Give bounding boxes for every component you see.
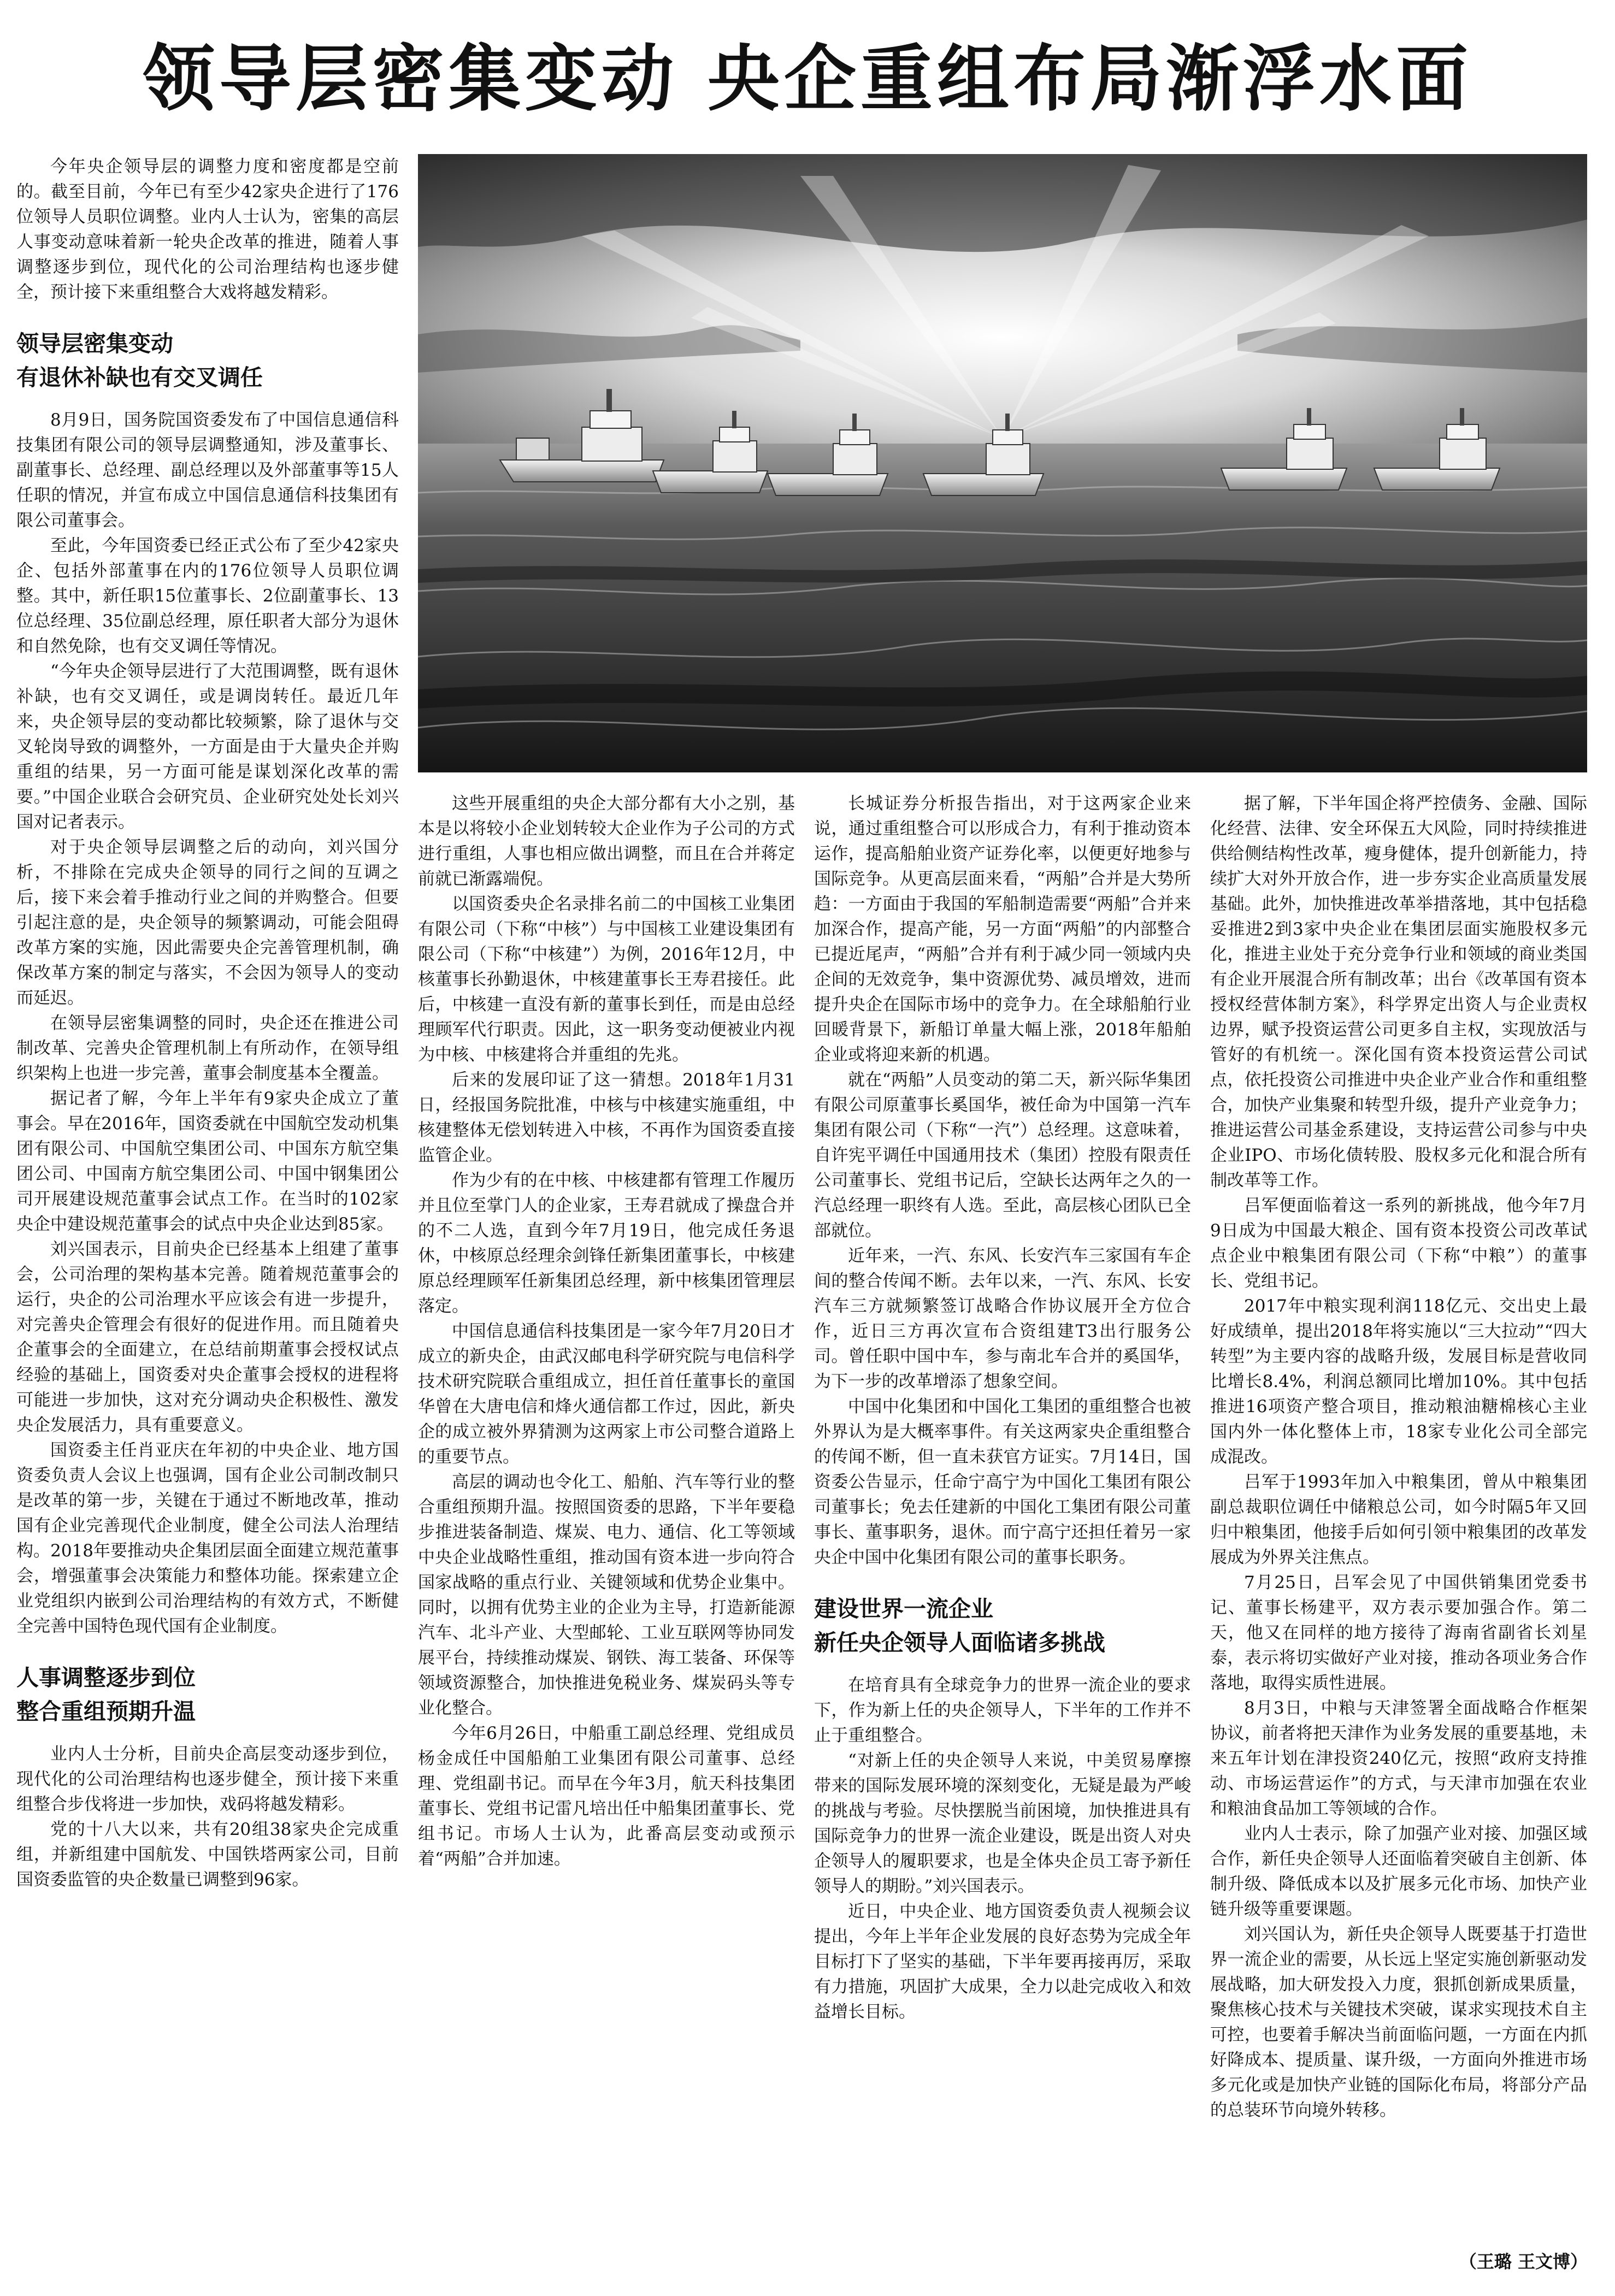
body-paragraph: 至此，今年国资委已经正式公布了至少42家央企、包括外部董事在内的176位领导人员职位调整。其中，新任职15位董事长、2位副董事长、13位总经理、35位副总经理，原任职者大部分为退休和自然免除，也有交叉调任等情况。: [16, 536, 399, 656]
page-headline: 领导层密集变动 央企重组布局渐浮水面: [143, 37, 1472, 121]
section-3-title: [814, 1592, 1191, 1660]
section-2-title-line-1: 人事调整逐步到位: [16, 1665, 196, 1691]
body-paragraph: 高层的调动也令化工、船舶、汽车等行业的整合重组预期升温。按照国资委的思路，下半年要稳步推进装备制造、煤炭、电力、通信、化工等领域中央企业战略性重组，推动国有资本进一步向符合国家战略的重点行业、关键领域和优势企业集中。同时，以拥有优势主业的企业为主导，打造新能源汽车、北斗产业、大型邮轮、工业互联网等协同发展平台，持续推动煤炭、钢铁、海工装备、环保等领域资源整合，加快推进免税业务、煤炭码头等专业化整合。: [418, 1472, 795, 1718]
column-3: [814, 791, 1191, 2025]
body-paragraph: 业内人士分析，目前央企高层变动逐步到位，现代化的公司治理结构也逐步健全，预计接下来重组整合步伐将进一步加快，戏码将越发精彩。: [16, 1744, 399, 1814]
body-paragraph: 党的十八大以来，共有20组38家央企完成重组，并新组建中国航发、中国铁塔两家公司，目前国资委监管的央企数量已调整到96家。: [16, 1820, 399, 1890]
column-2: [418, 791, 795, 1872]
body-paragraph: 中国信息通信科技集团是一家今年7月20日才成立的新央企，由武汉邮电科学研究院与电信科学技术研究院联合重组成立，担任首任董事长的童国华曾在大唐电信和烽火通信都工作过，因此，新央企的成立被外界猜测为这两家上市公司整合道路上的重要节点。: [418, 1321, 795, 1467]
column-1: [16, 154, 399, 1892]
body-paragraph: 以国资委央企名录排名前二的中国核工业集团有限公司（下称“中核”）与中国核工业建设集团有限公司（下称“中核建”）为例，2016年12月，中核董事长孙勤退休，中核建董事长王寿君接任。此后，中核建一直没有新的董事长到任，而是由总经理顾军代行职责。因此，这一职务变动便被业内视为中核、中核建将合并重组的先兆。: [418, 894, 795, 1065]
body-paragraph: 在领导层密集调整的同时，央企还在推进公司制改革、完善央企管理机制上有所动作，在领导组织架构上也进一步完善，董事会制度基本全覆盖。: [16, 1013, 399, 1083]
section-1-title-line-2: 有退休补缺也有交叉调任: [16, 364, 263, 391]
body-paragraph: 中国中化集团和中国化工集团的重组整合也被外界认为是大概率事件。有关这两家央企重组整合的传闻不断，但一直未获官方证实。7月14日，国资委公告显示，任命宁高宁为中国化工集团有限公司董事长；免去任建新的中国化工集团有限公司董事长、董事职务，退休。而宁高宁还担任着另一家央企中国中化集团有限公司的董事长职务。: [814, 1397, 1191, 1567]
body-paragraph: 后来的发展印证了这一猜想。2018年1月31日，经报国务院批准，中核与中核建实施重组，中核建整体无偿划转进入中核，不再作为国资委直接监管企业。: [418, 1070, 795, 1165]
body-paragraph: 吕军便面临着这一系列的新挑战，他今年7月9日成为中国最大粮企、国有资本投资公司改革试点企业中粮集团有限公司（下称“中粮”）的董事长、党组书记。: [1210, 1196, 1587, 1291]
column-4: [1210, 791, 1587, 2123]
section-1-title: [16, 327, 399, 394]
body-paragraph: 据记者了解，今年上半年有9家央企成立了董事会。早在2016年，国资委就在中国航空发动机集团有限公司、中国航空集团公司、中国东方航空集团公司、中国南方航空集团公司、中国中钢集团公司开展建设规范董事会试点工作。在当时的102家央企中建设规范董事会的试点中央企业达到85家。: [16, 1089, 399, 1234]
byline: （王璐 王文博）: [1459, 2251, 1588, 2272]
body-paragraph: 就在“两船”人员变动的第二天，新兴际华集团有限公司原董事长奚国华，被任命为中国第一汽车集团有限公司（下称“一汽”）总经理。这意味着，自许宪平调任中国通用技术（集团）控股有限责任公司董事长、党组书记后，空缺长达两年之久的一汽总经理一职终有人选。至此，高层核心团队已全部就位。: [814, 1070, 1191, 1241]
section-3-title-line-2: 新任央企领导人面临诸多挑战: [814, 1630, 1105, 1656]
lead-paragraph: 今年央企领导层的调整力度和密度都是空前的。截至目前，今年已有至少42家央企进行了176位领导人员职位调整。业内人士认为，密集的高层人事变动意味着新一轮央企改革的推进，随着人事调整逐步到位，现代化的公司治理结构也逐步健全，预计接下来重组整合大戏将越发精彩。: [16, 157, 399, 302]
section-2-title-line-2: 整合重组预期升温: [16, 1698, 196, 1725]
body-paragraph: 8月3日，中粮与天津签署全面战略合作框架协议，前者将把天津作为业务发展的重要基地，未来五年计划在津投资240亿元，按照“政府支持推动、市场运营运作”的方式，与天津市加强在农业和粮油食品加工等领域的合作。: [1210, 1698, 1587, 1819]
section-3-title-line-1: 建设世界一流企业: [814, 1596, 993, 1622]
body-paragraph: 国资委主任肖亚庆在年初的中央企业、地方国资委负责人会议上也强调，国有企业公司制改制只是改革的第一步，关键在于通过不断地改革，推动国有企业完善现代企业制度，健全公司法人治理结构。2018年要推动央企集团层面全面建立规范董事会，增强董事会决策能力和整体功能。探索建立企业党组织内嵌到公司治理结构的有效方式，不断健全完善中国特色现代国有企业制度。: [16, 1441, 399, 1636]
body-paragraph: 据了解，下半年国企将严控债务、金融、国际化经营、法律、安全环保五大风险，同时持续推进供给侧结构性改革，瘦身健体，提升创新能力，持续扩大对外开放合作，进一步夯实企业高质量发展基础。此外，加快推进改革举措落地，其中包括稳妥推进2到3家中央企业在集团层面实施股权多元化，推进主业处于充分竞争行业和领域的商业类国有企业开展混合所有制改革；出台《改革国有资本授权经营体制方案》，科学界定出资人与企业责权边界，赋予投资运营公司更多自主权，实现放活与管好的有机统一。深化国有资本投资运营公司试点，依托投资公司推进中央企业产业合作和重组整合，加快产业集聚和转型升级，提升产业竞争力；推进运营公司基金系建设，支持运营公司参与中央企业IPO、市场化债转股、股权多元化和混合所有制改革等工作。: [1210, 794, 1587, 1190]
body-paragraph: 7月25日，吕军会见了中国供销集团党委书记、董事长杨建平，双方表示要加强合作。第二天，他又在同样的地方接待了海南省副省长刘星泰，表示将切实做好产业对接，推动各项业务合作落地，取得实质性进展。: [1210, 1573, 1587, 1693]
body-paragraph: 长城证券分析报告指出，对于这两家企业来说，通过重组整合可以形成合力，有利于推动资本运作，提高船舶业资产证券化率，以便更好地参与国际竞争。从更高层面来看，“两船”合并是大势所趋：一方面由于我国的军船制造需要“两船”合并来加深合作，提高产能，另一方面“两船”的内部整合已提近尾声，“两船”合并有利于减少同一领域内央企间的无效竞争，集中资源优势、减员增效，进而提升央企在国际市场中的竞争力。在全球船舶行业回暖背景下，新船订单量大幅上涨，2018年船舶企业或将迎来新的机遇。: [814, 794, 1191, 1065]
body-paragraph: 2017年中粮实现利润118亿元、交出史上最好成绩单，提出2018年将实施以“三大拉动”“四大转型”为主要内容的战略升级，发展目标是营收同比增长8.4%，利润总额同比增加10%。其中包括推进16项资产整合项目，推动粮油糖棉核心主业国内外一体化整体上市，18家专业化公司全部完成混改。: [1210, 1296, 1587, 1467]
body-paragraph: 对于央企领导层调整之后的动向，刘兴国分析，不排除在完成央企领导的同行之间的互调之后，接下来会着手推动行业之间的并购整合。但要引起注意的是，央企领导的频繁调动，可能会阻碍改革方案的实施，因此需要央企完善管理机制，确保改革方案的制定与落实，不会因为领导人的变动而延迟。: [16, 837, 399, 1008]
body-paragraph: “今年央企领导层进行了大范围调整，既有退休补缺，也有交叉调任，或是调岗转任。最近几年来，央企领导层的变动都比较频繁，除了退休与交叉轮岗导致的调整外，一方面是由于大量央企并购重组的结果，另一方面可能是谋划深化改革的需要。”中国企业联合会研究员、企业研究处处长刘兴国对记者表示。: [16, 662, 399, 832]
body-paragraph: 刘兴国表示，目前央企已经基本上组建了董事会，公司治理的架构基本完善。随着规范董事会的运行，央企的公司治理水平应该会有进一步提升，对完善央企管理会有很好的促进作用。而且随着央企董事会的全面建立，在总结前期董事会授权试点经验的基础上，国资委对央企董事会授权的进程将可能进一步加快，这对充分调动央企积极性、激发央企发展活力，具有重要意义。: [16, 1240, 399, 1435]
body-paragraph: 近年来，一汽、东风、长安汽车三家国有车企间的整合传闻不断。去年以来，一汽、东风、长安汽车三方就频繁签订战略合作协议展开全方位合作，近日三方再次宣布合资组建T3出行服务公司。曾任职中国中车，参与南北车合并的奚国华，为下一步的改革增添了想象空间。: [814, 1246, 1191, 1391]
ships-at-sea-photo: [418, 154, 1587, 772]
body-paragraph: 这些开展重组的央企大部分都有大小之别，基本是以将较小企业划转较大企业作为子公司的方式进行重组，人事也相应做出调整，而且在合并蒋定前就已渐露端倪。: [418, 794, 795, 889]
body-paragraph: 吕军于1993年加入中粮集团，曾从中粮集团副总裁职位调任中储粮总公司，如今时隔5年又回归中粮集团，他接手后如何引领中粮集团的改革发展成为外界关注焦点。: [1210, 1472, 1587, 1567]
body-paragraph: 在培育具有全球竞争力的世界一流企业的要求下，作为新上任的央企领导人，下半年的工作并不止于重组整合。: [814, 1675, 1191, 1745]
body-paragraph: 作为少有的在中核、中核建都有管理工作履历并且位至掌门人的企业家，王寿君就成了操盘合并的不二人选，直到今年7月19日，他完成任务退休，中核原总经理余剑锋任新集团董事长，中核建原总经理顾军任新集团总经理，新中核集团管理层落定。: [418, 1171, 795, 1316]
body-paragraph: 业内人士表示，除了加强产业对接、加强区域合作，新任央企领导人还面临着突破自主创新、体制升级、降低成本以及扩展多元化市场、加快产业链升级等重要课题。: [1210, 1824, 1587, 1919]
body-paragraph: 刘兴国认为，新任央企领导人既要基于打造世界一流企业的需要，从长远上坚定实施创新驱动发展战略，加大研发投入力度，狠抓创新成果质量，聚焦核心技术与关键技术突破，谋求实现技术自主可控，也要着手解决当前面临问题，一方面在内抓好降成本、提质量、谋升级，一方面向外推进市场多元化或是加快产业链的国际化布局，将部分产品的总装环节向境外转移。: [1210, 1925, 1587, 2120]
body-paragraph: 今年6月26日，中船重工副总经理、党组成员杨金成任中国船舶工业集团有限公司董事、总经理、党组副书记。而早在今年3月，航天科技集团董事长、党组书记雷凡培出任中船集团董事长、党组书记。市场人士认为，此番高层变动或预示着“两船”合并加速。: [418, 1724, 795, 1869]
body-paragraph: 近日，中央企业、地方国资委负责人视频会议提出，今年上半年企业发展的良好态势为完成全年目标打下了坚实的基础，下半年要再接再厉，采取有力措施，巩固扩大成果，全力以赴完成收入和效益增长目标。: [814, 1902, 1191, 2022]
body-paragraph: 8月9日，国务院国资委发布了中国信息通信科技集团有限公司的领导层调整通知，涉及董事长、副董事长、总经理、副总经理以及外部董事等15人任职的情况，并宣布成立中国信息通信科技集团有限公司董事会。: [16, 410, 399, 530]
section-2-title: [16, 1661, 399, 1728]
section-1-title-line-1: 领导层密集变动: [16, 330, 173, 357]
body-paragraph: “对新上任的央企领导人来说，中美贸易摩擦带来的国际发展环境的深刻变化，无疑是最为严峻的挑战与考验。尽快摆脱当前困境，加快推进具有国际竞争力的世界一流企业建设，既是出资人对央企领导人的履职要求，也是全体央企员工寄予新任领导人的期盼。”刘兴国表示。: [814, 1751, 1191, 1896]
